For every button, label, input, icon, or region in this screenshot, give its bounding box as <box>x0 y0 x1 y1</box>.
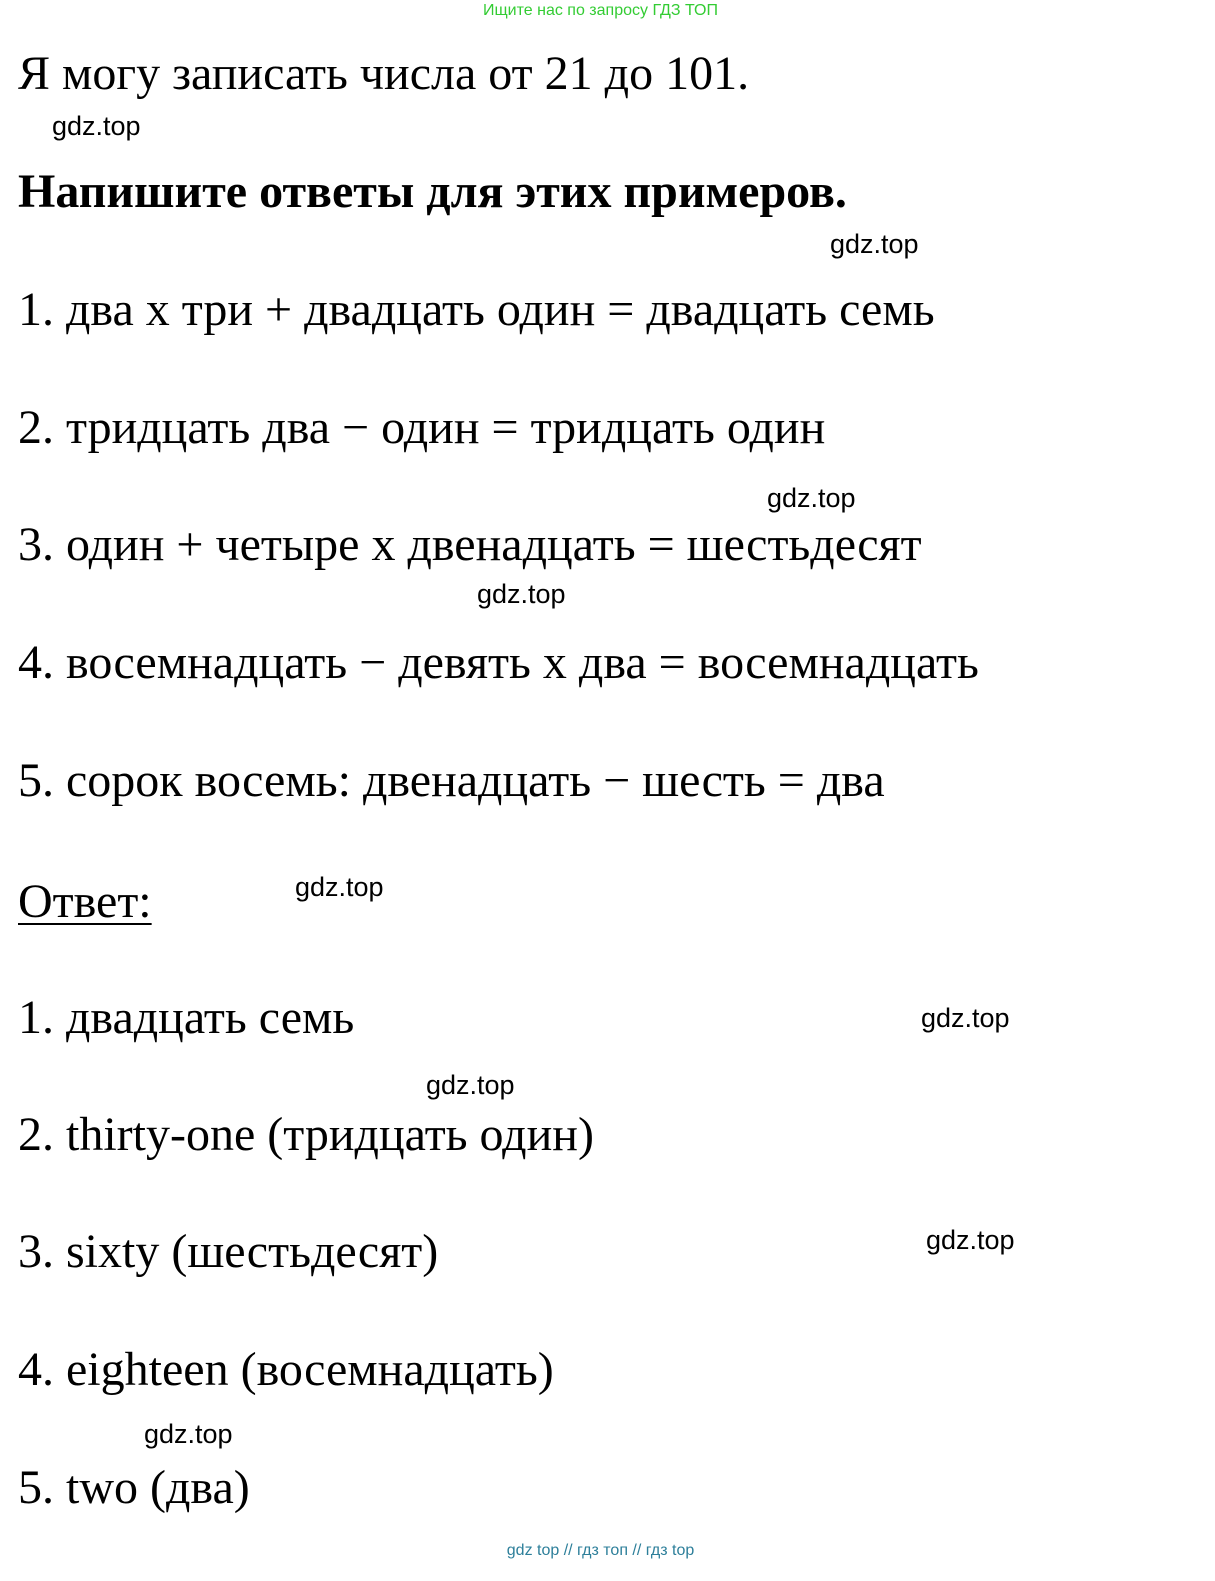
footer-links[interactable]: gdz top // гдз топ // гдз top <box>506 1542 695 1559</box>
top-banner[interactable]: Ищите нас по запросу ГДЗ ТОП <box>483 2 718 19</box>
example-1: 1. два х три + двадцать один = двадцать семь <box>18 283 935 336</box>
example-4: 4. восемнадцать − девять х два = восемнадцать <box>18 636 979 689</box>
watermark: gdz.top <box>426 1070 515 1100</box>
example-2: 2. тридцать два − один = тридцать один <box>18 401 826 454</box>
answer-2: 2. thirty-one (тридцать один) <box>18 1108 594 1161</box>
example-3: 3. один + четыре х двенадцать = шестьдесят <box>18 518 922 571</box>
watermark: gdz.top <box>830 229 919 259</box>
watermark: gdz.top <box>295 872 384 902</box>
answer-1: 1. двадцать семь <box>18 991 355 1044</box>
watermark: gdz.top <box>926 1225 1015 1255</box>
answer-4: 4. eighteen (восемнадцать) <box>18 1343 554 1396</box>
watermark: gdz.top <box>477 579 566 609</box>
instruction-heading: Напишите ответы для этих примеров. <box>18 165 847 218</box>
watermark: gdz.top <box>767 483 856 513</box>
example-5: 5. сорок восемь: двенадцать − шесть = два <box>18 754 885 807</box>
answer-5: 5. two (два) <box>18 1461 250 1514</box>
answer-3: 3. sixty (шестьдесят) <box>18 1225 439 1278</box>
watermark: gdz.top <box>921 1003 1010 1033</box>
watermark: gdz.top <box>144 1419 233 1449</box>
answer-heading: Ответ: <box>18 875 152 928</box>
intro-text: Я могу записать числа от 21 до 101. <box>18 47 750 100</box>
watermark: gdz.top <box>52 111 141 141</box>
